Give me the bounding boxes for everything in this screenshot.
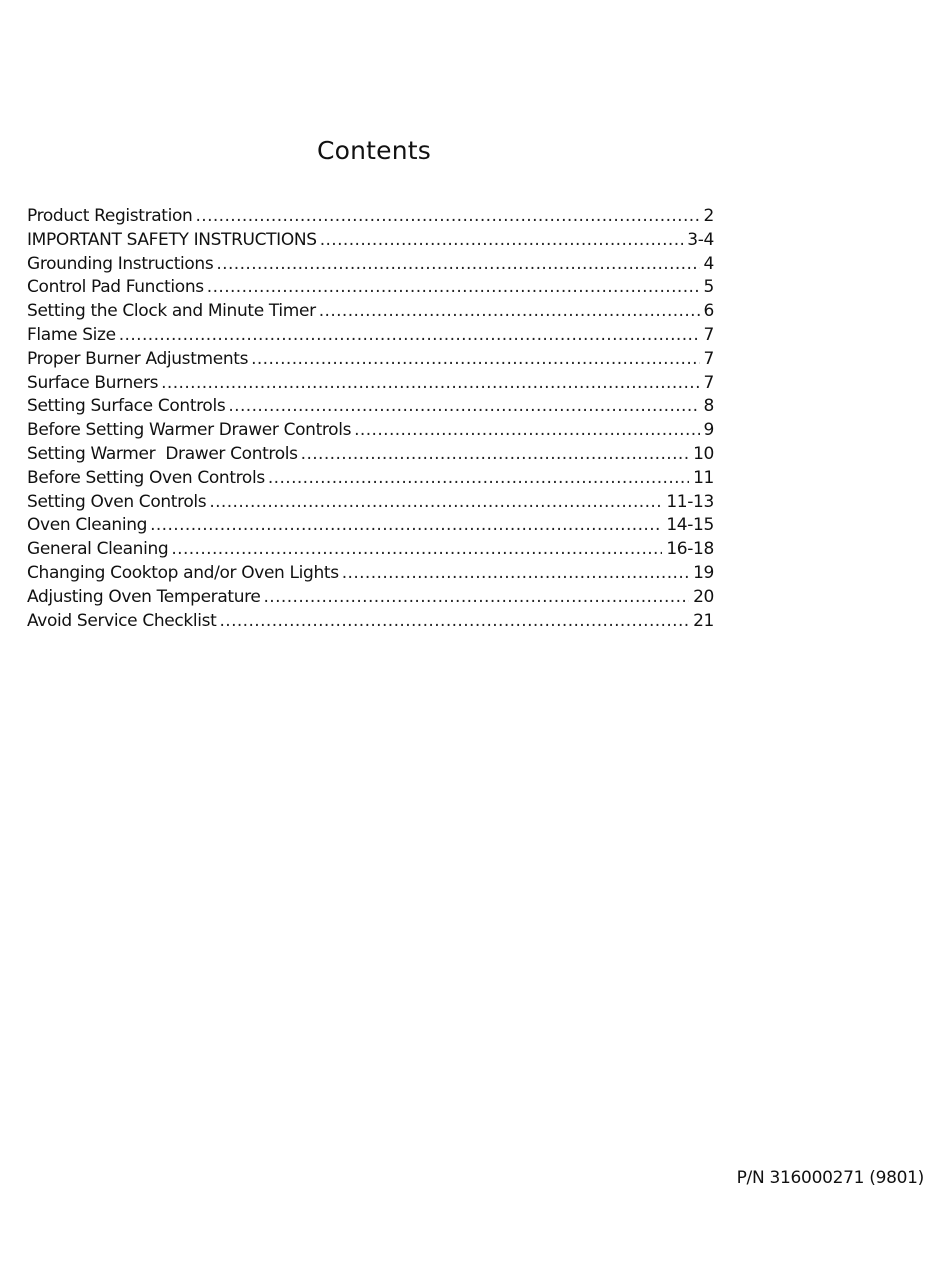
toc-entry (27, 348, 714, 372)
toc-entry (27, 586, 714, 610)
toc-dot-leader (219, 610, 689, 634)
toc-dot-leader (209, 491, 662, 515)
toc-entry-page: 14-15 (666, 515, 714, 536)
toc-entry-label: Avoid Service Checklist (27, 610, 217, 631)
toc-entry-page: 7 (703, 348, 714, 369)
toc-entry-page: 7 (703, 372, 714, 393)
toc-entry (27, 276, 714, 300)
toc-entry (27, 372, 714, 396)
toc-dot-leader (228, 395, 699, 419)
toc-dot-leader (319, 300, 700, 324)
page-title: Contents (316, 136, 432, 165)
toc-entry-page: 6 (703, 301, 714, 322)
toc-entry (27, 395, 714, 419)
toc-dot-leader (268, 467, 689, 491)
toc-entry-page: 2 (703, 206, 714, 226)
toc-entry-page: 10 (693, 443, 714, 464)
toc-dot-leader (195, 205, 699, 229)
toc-entry-label: Setting Oven Controls (27, 491, 207, 512)
toc-entry-label: Control Pad Functions (27, 277, 204, 298)
toc-entry-page: 19 (693, 562, 714, 583)
toc-entry (27, 491, 714, 515)
toc-entry-label: Proper Burner Adjustments (27, 348, 249, 369)
toc-entry-page: 5 (703, 277, 714, 298)
toc-dot-leader (264, 586, 690, 610)
toc-entry-page: 9 (703, 420, 714, 441)
toc-dot-leader (320, 229, 684, 253)
toc-entry (27, 253, 714, 277)
toc-entry-label: Before Setting Oven Controls (27, 467, 265, 488)
toc-dot-leader (251, 348, 699, 372)
toc-entry-label: Before Setting Warmer Drawer Controls (27, 420, 352, 441)
toc-dot-leader (301, 443, 689, 467)
toc-dot-leader (171, 538, 662, 562)
toc-entry-page: 8 (703, 396, 714, 417)
toc-dot-leader (207, 276, 700, 300)
toc-entry-page: 16-18 (666, 539, 714, 560)
toc-entry (27, 538, 714, 562)
toc-entry-label: Setting the Clock and Minute Timer (27, 301, 316, 322)
toc-entry (27, 514, 714, 538)
toc-entry-label: Flame Size (27, 324, 116, 345)
toc-dot-leader (342, 562, 689, 586)
toc-entry-page: 11 (693, 467, 714, 488)
toc-entry-label: Grounding Instructions (27, 253, 214, 274)
toc-entry-label: Changing Cooktop and/or Oven Lights (27, 562, 339, 583)
toc-entry-page: 11-13 (666, 491, 714, 512)
toc-entry-label: Setting Surface Controls (27, 396, 226, 417)
table-of-contents (27, 205, 714, 633)
toc-entry-label: Oven Cleaning (27, 515, 148, 536)
toc-dot-leader (354, 419, 699, 443)
toc-entry (27, 419, 714, 443)
toc-entry-label: Surface Burners (27, 372, 159, 393)
toc-entry (27, 205, 714, 229)
toc-entry (27, 443, 714, 467)
toc-entry-page: 3-4 (687, 229, 714, 250)
toc-entry (27, 229, 714, 253)
part-number: P/N 316000271 (9801) (736, 1168, 924, 1188)
toc-dot-leader (119, 324, 700, 348)
toc-entry-label: Adjusting Oven Temperature (27, 586, 261, 607)
toc-entry-label: Setting Warmer Drawer Controls (27, 443, 298, 464)
toc-entry-page: 20 (693, 586, 714, 607)
toc-entry-label: Product Registration (27, 206, 193, 226)
toc-entry (27, 467, 714, 491)
toc-entry-label: IMPORTANT SAFETY INSTRUCTIONS (27, 229, 317, 250)
toc-entry (27, 324, 714, 348)
toc-entry (27, 562, 714, 586)
toc-entry-page: 7 (703, 324, 714, 345)
toc-entry-page: 21 (693, 610, 714, 631)
toc-entry-label: General Cleaning (27, 539, 169, 560)
toc-entry (27, 610, 714, 634)
toc-dot-leader (150, 514, 662, 538)
toc-entry (27, 300, 714, 324)
toc-dot-leader (216, 253, 699, 277)
toc-dot-leader (161, 372, 699, 396)
toc-entry-page: 4 (703, 253, 714, 274)
